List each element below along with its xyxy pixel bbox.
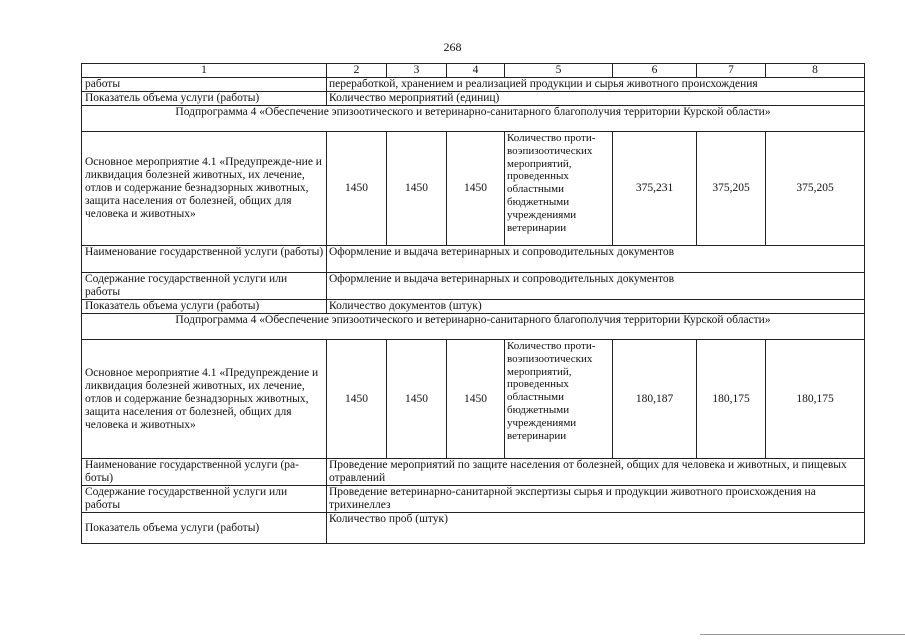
measure-row [82, 132, 865, 246]
row-text: переработкой, хранением и реализацией продукции и сырья животного происхождения [327, 78, 865, 92]
row-label: Содержание государственной услуги или работы [82, 486, 327, 513]
subprogram-row [82, 106, 865, 132]
value-col-6: 180,187 [613, 340, 697, 459]
header-row [82, 64, 865, 78]
value-col-2: 1450 [327, 340, 387, 459]
row-label: Показатель объема услуги (работы) [82, 300, 327, 314]
table-row [82, 300, 865, 314]
row-text: Количество документов (штук) [327, 300, 865, 314]
measure-label: Основное мероприятие 4.1 «Предупрежде-ние и ликвидация болезней животных, их лечение, отлов и содержание безнадзорных животных, защита населения от болезней, общих для человека и животных» [82, 132, 327, 246]
header-col-6: 6 [613, 64, 697, 78]
subprogram-title: Подпрограмма 4 «Обеспечение эпизоотического и ветеринарно-санитарного благополучия территории Курской области» [82, 106, 865, 132]
indicator-text: Количество проти-воэпизоотических мероприятий, проведенных областными бюджетными учреждениями ветеринарии [505, 340, 613, 459]
header-col-3: 3 [387, 64, 447, 78]
row-label: Показатель объема услуги (работы) [82, 92, 327, 106]
row-text: Количество проб (штук) [327, 513, 865, 544]
value-col-7: 375,205 [697, 132, 766, 246]
page-edge-line [700, 634, 905, 635]
value-col-7: 180,175 [697, 340, 766, 459]
table-row [82, 78, 865, 92]
measure-label: Основное мероприятие 4.1 «Предупреждение и ликвидация болезней животных, их лечение, отлов и содержание безнадзорных животных, защита населения от болезней, общих для человека и животных» [82, 340, 327, 459]
services-table [81, 63, 865, 544]
value-col-4: 1450 [447, 340, 505, 459]
header-col-1: 1 [82, 64, 327, 78]
header-col-4: 4 [447, 64, 505, 78]
header-col-2: 2 [327, 64, 387, 78]
row-text: Оформление и выдача ветеринарных и сопроводительных документов [327, 273, 865, 300]
value-col-2: 1450 [327, 132, 387, 246]
row-label: Наименование государственной услуги (ра-боты) [82, 459, 327, 486]
table-row [82, 459, 865, 486]
header-col-8: 8 [766, 64, 865, 78]
row-label: Показатель объема услуги (работы) [82, 513, 327, 544]
indicator-text: Количество проти-воэпизоотических мероприятий, проведенных областными бюджетными учреждениями ветеринарии [505, 132, 613, 246]
row-label: Наименование государственной услуги (работы) [82, 246, 327, 273]
table-row [82, 486, 865, 513]
value-col-3: 1450 [387, 340, 447, 459]
table-row [82, 92, 865, 106]
value-col-8: 180,175 [766, 340, 865, 459]
row-text: Проведение ветеринарно-санитарной экспертизы сырья и продукции животного происхождения на трихинеллез [327, 486, 865, 513]
value-col-6: 375,231 [613, 132, 697, 246]
measure-row [82, 340, 865, 459]
table-row [82, 513, 865, 544]
page-number: 268 [443, 40, 462, 54]
table-row [82, 273, 865, 300]
subprogram-title: Подпрограмма 4 «Обеспечение эпизоотического и ветеринарно-санитарного благополучия территории Курской области» [82, 314, 865, 340]
header-col-7: 7 [697, 64, 766, 78]
row-label: работы [82, 78, 327, 92]
row-text: Оформление и выдача ветеринарных и сопроводительных документов [327, 246, 865, 273]
value-col-4: 1450 [447, 132, 505, 246]
value-col-8: 375,205 [766, 132, 865, 246]
value-col-3: 1450 [387, 132, 447, 246]
row-label: Содержание государственной услуги или работы [82, 273, 327, 300]
table-row [82, 246, 865, 273]
header-col-5: 5 [505, 64, 613, 78]
row-text: Проведение мероприятий по защите населения от болезней, общих для человека и животных, и пищевых отравлений [327, 459, 865, 486]
subprogram-row [82, 314, 865, 340]
row-text: Количество мероприятий (единиц) [327, 92, 865, 106]
